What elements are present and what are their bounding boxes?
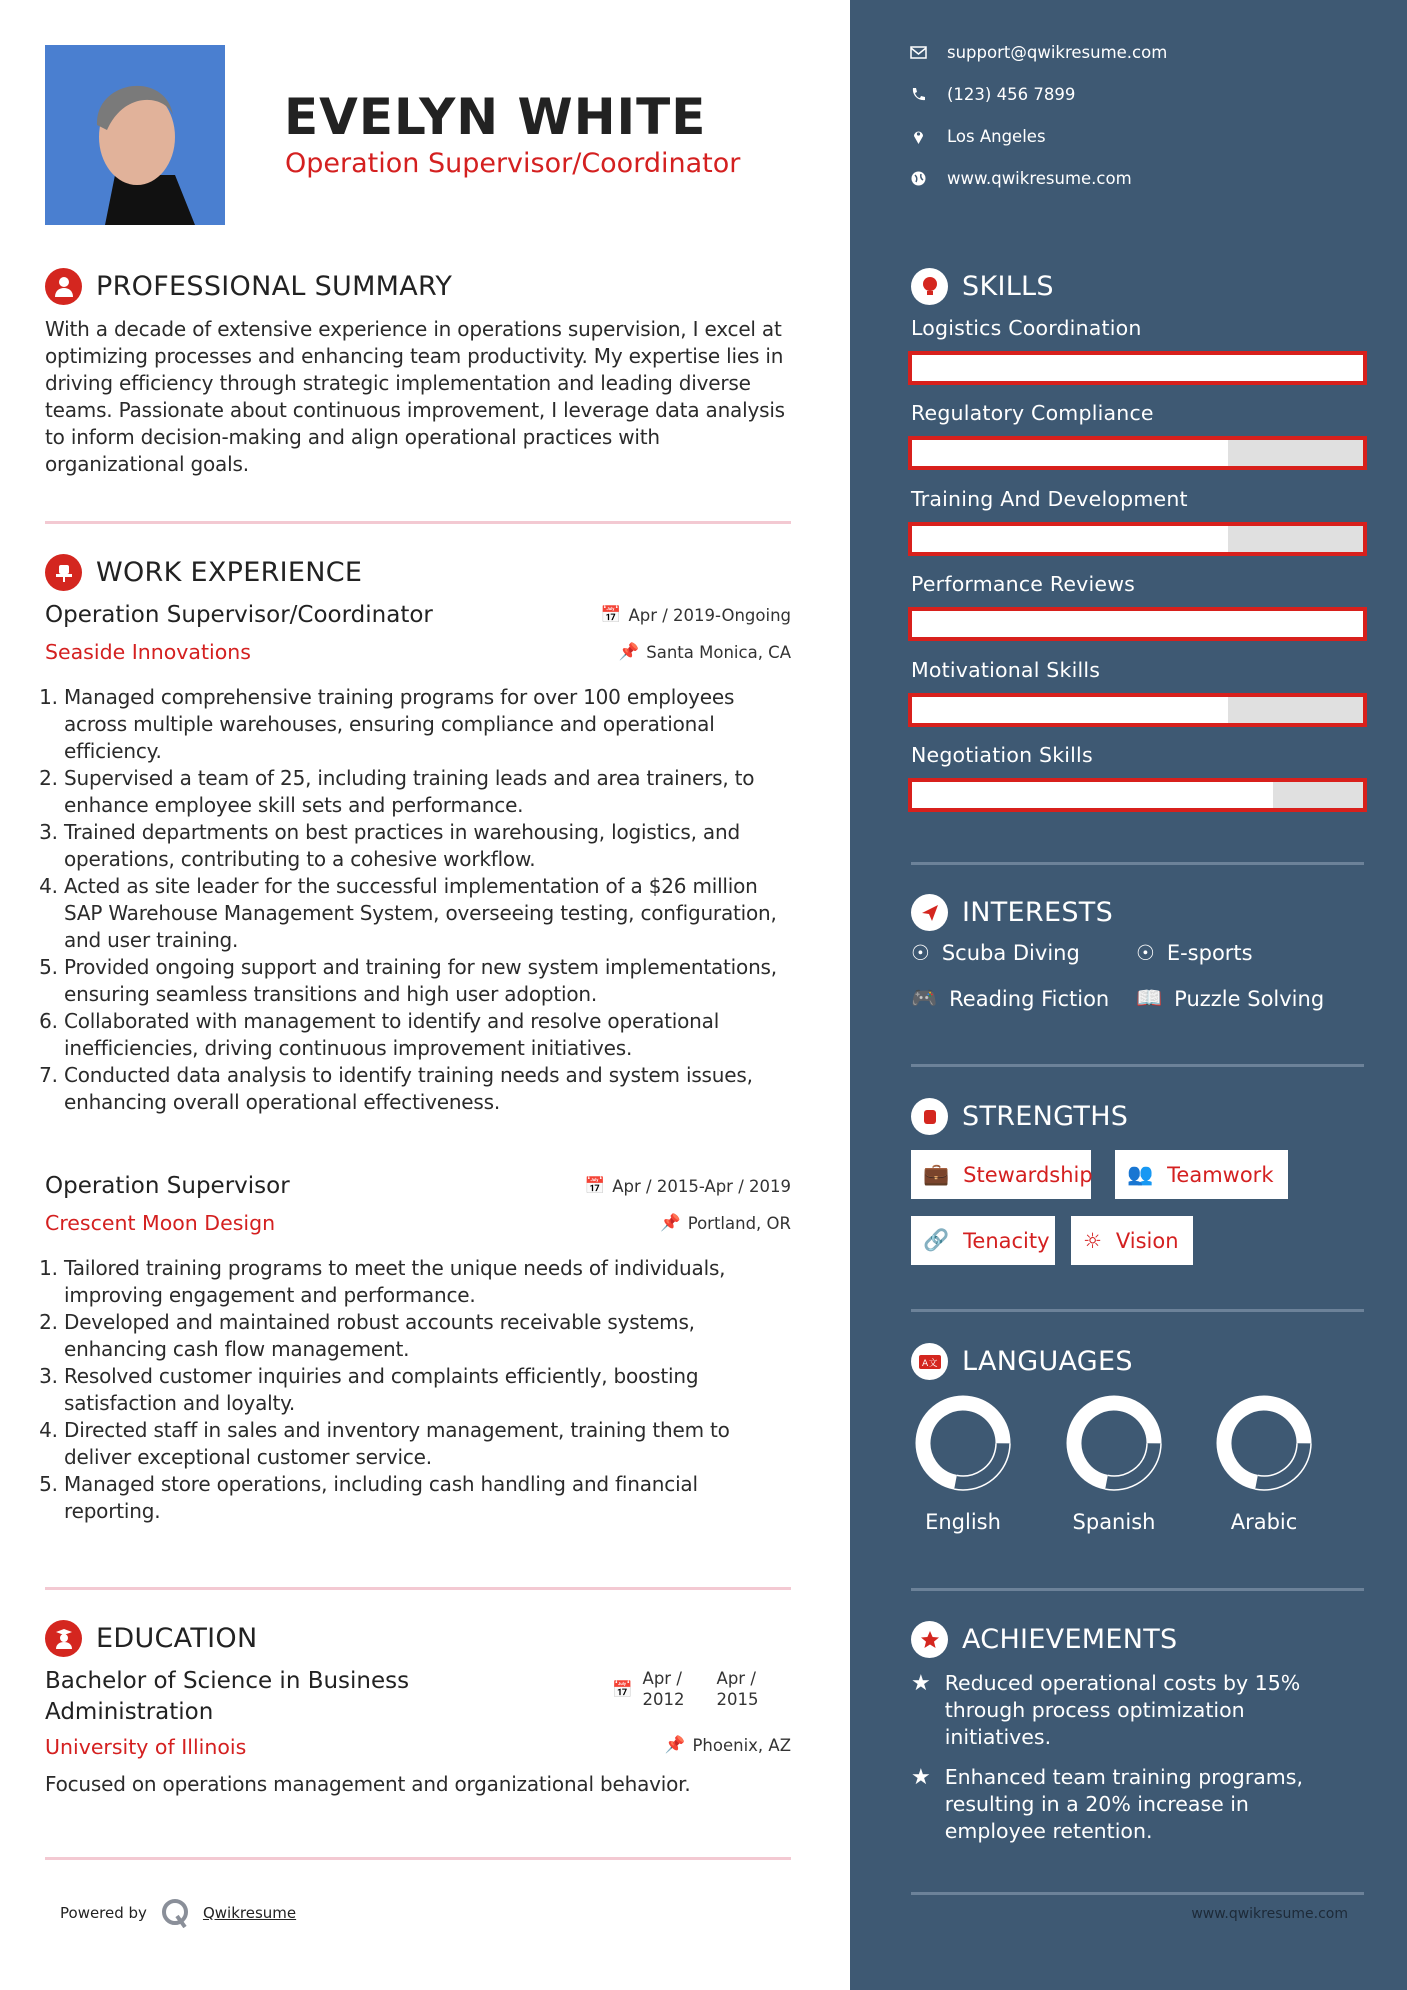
strength-chip bbox=[1115, 1150, 1288, 1199]
skill-bar-fill bbox=[912, 440, 1228, 466]
briefcase-icon: 💼 bbox=[923, 1162, 950, 1186]
calendar-icon: 📅 bbox=[600, 605, 622, 624]
skill-label: Motivational Skills bbox=[911, 657, 1101, 682]
company-name: Seaside Innovations bbox=[45, 640, 251, 664]
divider bbox=[911, 1892, 1364, 1895]
graduate-icon bbox=[45, 1620, 82, 1657]
bullet: 2. Supervised a team of 25, including training leads and area trainers, to enhance employee skill sets and performance. bbox=[64, 765, 791, 819]
translate-icon bbox=[911, 1343, 948, 1380]
skill-bar-fill bbox=[912, 782, 1273, 808]
shooting-star-icon: ★ bbox=[911, 1765, 931, 1790]
book-icon: 📖 bbox=[1136, 986, 1163, 1010]
contact-website bbox=[910, 169, 1132, 188]
candidate-name: EVELYN WHITE bbox=[284, 88, 707, 146]
powered-label: Powered by bbox=[60, 1904, 147, 1922]
school-name: University of Illinois bbox=[45, 1735, 247, 1759]
dates-text: Apr / 2019-Ongoing bbox=[628, 605, 791, 625]
job-dates bbox=[601, 605, 791, 625]
strength-label: Tenacity bbox=[963, 1228, 1050, 1253]
website-text[interactable]: www.qwikresume.com bbox=[947, 169, 1132, 188]
strength-label: Stewardship bbox=[963, 1162, 1093, 1187]
location-text: Portland, OR bbox=[687, 1213, 791, 1233]
pin-icon: 📌 bbox=[660, 1213, 681, 1232]
envelope-icon bbox=[910, 44, 927, 61]
interest-item bbox=[1136, 986, 1324, 1011]
skills-heading bbox=[911, 268, 1054, 305]
skill-label: Performance Reviews bbox=[911, 572, 1136, 597]
interests-heading bbox=[911, 894, 1113, 931]
star-icon bbox=[911, 1621, 948, 1658]
gamepad-icon: 🎮 bbox=[911, 986, 938, 1010]
skill-label: Negotiation Skills bbox=[911, 743, 1093, 767]
profile-photo bbox=[45, 45, 225, 225]
email-text[interactable]: support@qwikresume.com bbox=[947, 43, 1168, 62]
section-title: STRENGTHS bbox=[962, 1101, 1129, 1132]
language-label: Spanish bbox=[1072, 1510, 1156, 1534]
skill-bar-fill bbox=[912, 697, 1228, 723]
bullet: 4. Acted as site leader for the successful implementation of a $26 million SAP Warehouse Management System, overseeing testing, configuration, and user training. bbox=[64, 873, 791, 954]
interest-item bbox=[911, 986, 1109, 1011]
phone-text: (123) 456 7899 bbox=[947, 85, 1076, 104]
achievement-item bbox=[911, 1764, 1351, 1845]
skill-label: Regulatory Compliance bbox=[911, 401, 1154, 426]
phone-icon bbox=[910, 86, 927, 103]
strength-label: Vision bbox=[1115, 1228, 1179, 1253]
degree-title: Bachelor of Science in Business Administration bbox=[45, 1668, 410, 1725]
user-icon bbox=[45, 268, 82, 305]
dates-text: Apr / 2015-Apr / 2019 bbox=[612, 1176, 791, 1196]
strengths-heading bbox=[911, 1098, 1128, 1135]
interest-label: Scuba Diving bbox=[941, 941, 1080, 965]
skill-bar bbox=[908, 778, 1367, 812]
section-title: PROFESSIONAL SUMMARY bbox=[96, 271, 453, 302]
job-dates bbox=[585, 1176, 791, 1196]
job-location bbox=[660, 1213, 791, 1233]
section-title: INTERESTS bbox=[962, 897, 1114, 928]
achievement-item bbox=[911, 1670, 1351, 1751]
bullet: 5. Managed store operations, including cash handling and financial reporting. bbox=[64, 1471, 791, 1525]
shooting-star-icon: ★ bbox=[911, 1671, 931, 1696]
skill-label: Training And Development bbox=[911, 486, 1188, 511]
strength-chip bbox=[1071, 1216, 1193, 1265]
divider bbox=[911, 1309, 1364, 1312]
work-heading bbox=[45, 554, 362, 591]
job-title: Operation Supervisor bbox=[45, 1173, 290, 1199]
contact-phone bbox=[910, 85, 1075, 104]
achievements-heading bbox=[911, 1621, 1178, 1658]
language-donut bbox=[1064, 1393, 1164, 1497]
job-location bbox=[619, 642, 791, 662]
interest-label: Reading Fiction bbox=[949, 986, 1110, 1011]
strength-label: Teamwork bbox=[1167, 1162, 1274, 1187]
skill-bar bbox=[908, 436, 1367, 470]
skill-bar-fill bbox=[912, 355, 1363, 381]
language-donut bbox=[1214, 1393, 1314, 1497]
qwikresume-link[interactable]: Qwikresume bbox=[202, 1904, 297, 1922]
job-entry bbox=[45, 600, 791, 1116]
bullet: 5. Provided ongoing support and training for new system implementations, ensuring seamless transitions and high user adoption. bbox=[64, 954, 791, 1008]
summary-heading bbox=[45, 268, 452, 305]
location-text: Santa Monica, CA bbox=[646, 642, 791, 662]
footer-url[interactable]: www.qwikresume.com bbox=[1191, 1906, 1348, 1922]
section-title: ACHIEVEMENTS bbox=[962, 1624, 1178, 1655]
chair-icon bbox=[45, 554, 82, 591]
bullet: 6. Collaborated with management to identify and resolve operational inefficiencies, driving continuous improvement initiatives. bbox=[64, 1008, 791, 1062]
lifebuoy-icon: ☉ bbox=[911, 941, 930, 965]
bullet: 1. Managed comprehensive training programs for over 100 employees across multiple warehouses, ensuring compliance and operational efficiency. bbox=[64, 684, 791, 765]
lifebuoy-icon: ☉ bbox=[1136, 941, 1155, 965]
qwikresume-logo-icon bbox=[161, 1898, 189, 1928]
bullet: 4. Directed staff in sales and inventory management, training them to deliver exceptional customer service. bbox=[64, 1417, 791, 1471]
language-label: Arabic bbox=[1230, 1510, 1298, 1534]
bullet: 2. Developed and maintained robust accounts receivable systems, enhancing cash flow management. bbox=[64, 1309, 791, 1363]
pin-icon: 📌 bbox=[664, 1735, 686, 1754]
contact-email bbox=[910, 43, 1167, 62]
achievement-text: Reduced operational costs by 15% through process optimization initiatives. bbox=[944, 1671, 1301, 1749]
skill-bar-fill bbox=[912, 611, 1363, 637]
education-heading bbox=[45, 1620, 257, 1657]
skill-bar bbox=[908, 607, 1367, 641]
job-entry bbox=[45, 1171, 791, 1525]
language-donut bbox=[913, 1393, 1013, 1497]
divider bbox=[45, 521, 791, 524]
section-title: SKILLS bbox=[962, 271, 1054, 302]
bullet: 1. Tailored training programs to meet the unique needs of individuals, improving engagement and performance. bbox=[64, 1255, 791, 1309]
job-bullets bbox=[45, 684, 791, 1116]
bullet: 7. Conducted data analysis to identify training needs and system issues, enhancing overall operational effectiveness. bbox=[64, 1062, 791, 1116]
divider bbox=[911, 1588, 1364, 1591]
bullet: 3. Trained departments on best practices in warehousing, logistics, and operations, contributing to a cohesive workflow. bbox=[64, 819, 791, 873]
svg-text:A文: A文 bbox=[921, 1358, 938, 1369]
skill-bar-fill bbox=[912, 526, 1228, 552]
start-date: Apr / 2012 bbox=[642, 1669, 685, 1709]
binoculars-icon: ☼ bbox=[1083, 1228, 1102, 1253]
location-text: Los Angeles bbox=[947, 127, 1046, 146]
link-icon: 🔗 bbox=[923, 1228, 950, 1252]
education-dates bbox=[612, 1668, 767, 1710]
language-label: English bbox=[925, 1510, 1001, 1534]
calendar-icon: 📅 bbox=[584, 1176, 606, 1195]
users-icon: 👥 bbox=[1127, 1162, 1154, 1186]
fist-icon bbox=[911, 1098, 948, 1135]
education-location bbox=[600, 1735, 791, 1755]
divider bbox=[911, 862, 1364, 865]
calendar-icon: 📅 bbox=[612, 1679, 633, 1699]
map-pin-icon bbox=[910, 128, 927, 145]
location-text: Phoenix, AZ bbox=[692, 1735, 791, 1755]
lightbulb-icon bbox=[911, 268, 948, 305]
job-bullets bbox=[45, 1255, 791, 1525]
skill-label: Logistics Coordination bbox=[911, 316, 1142, 340]
divider bbox=[45, 1857, 791, 1860]
skill-bar bbox=[908, 693, 1367, 727]
achievement-text: Enhanced team training programs, resulting in a 20% increase in employee retention. bbox=[944, 1765, 1303, 1843]
end-date: Apr / 2015 bbox=[716, 1669, 759, 1709]
interest-label: E-sports bbox=[1166, 941, 1253, 965]
strength-chip bbox=[911, 1216, 1055, 1265]
contact-location bbox=[910, 127, 1046, 146]
strength-chip bbox=[911, 1150, 1091, 1199]
skill-bar bbox=[908, 351, 1367, 385]
powered-by bbox=[60, 1898, 296, 1928]
interest-label: Puzzle Solving bbox=[1174, 986, 1325, 1011]
languages-heading bbox=[911, 1343, 1133, 1380]
interest-item bbox=[911, 941, 1080, 965]
education-text: Focused on operations management and organizational behavior. bbox=[45, 1772, 691, 1796]
paper-plane-icon bbox=[911, 894, 948, 931]
section-title: LANGUAGES bbox=[962, 1346, 1133, 1377]
skill-bar bbox=[908, 522, 1367, 556]
summary-text: With a decade of extensive experience in operations supervision, I excel at optimizing processes and enhancing team productivity. My expertise lies in driving efficiency through strategic implementation and leading diverse teams. Passionate about continuous improvement, I leverage data analysis to inform decision-making and align operational practices with organizational goals. bbox=[45, 317, 785, 476]
candidate-title: Operation Supervisor/Coordinator bbox=[285, 148, 741, 179]
section-title: WORK EXPERIENCE bbox=[96, 557, 363, 588]
bullet: 3. Resolved customer inquiries and complaints efficiently, boosting satisfaction and loyalty. bbox=[64, 1363, 791, 1417]
section-title: EDUCATION bbox=[96, 1623, 258, 1654]
company-name: Crescent Moon Design bbox=[45, 1211, 276, 1235]
divider bbox=[911, 1064, 1364, 1067]
globe-icon bbox=[910, 170, 927, 187]
divider bbox=[45, 1587, 791, 1590]
job-title: Operation Supervisor/Coordinator bbox=[45, 602, 433, 628]
interest-item bbox=[1136, 941, 1253, 965]
pin-icon: 📌 bbox=[618, 642, 640, 661]
